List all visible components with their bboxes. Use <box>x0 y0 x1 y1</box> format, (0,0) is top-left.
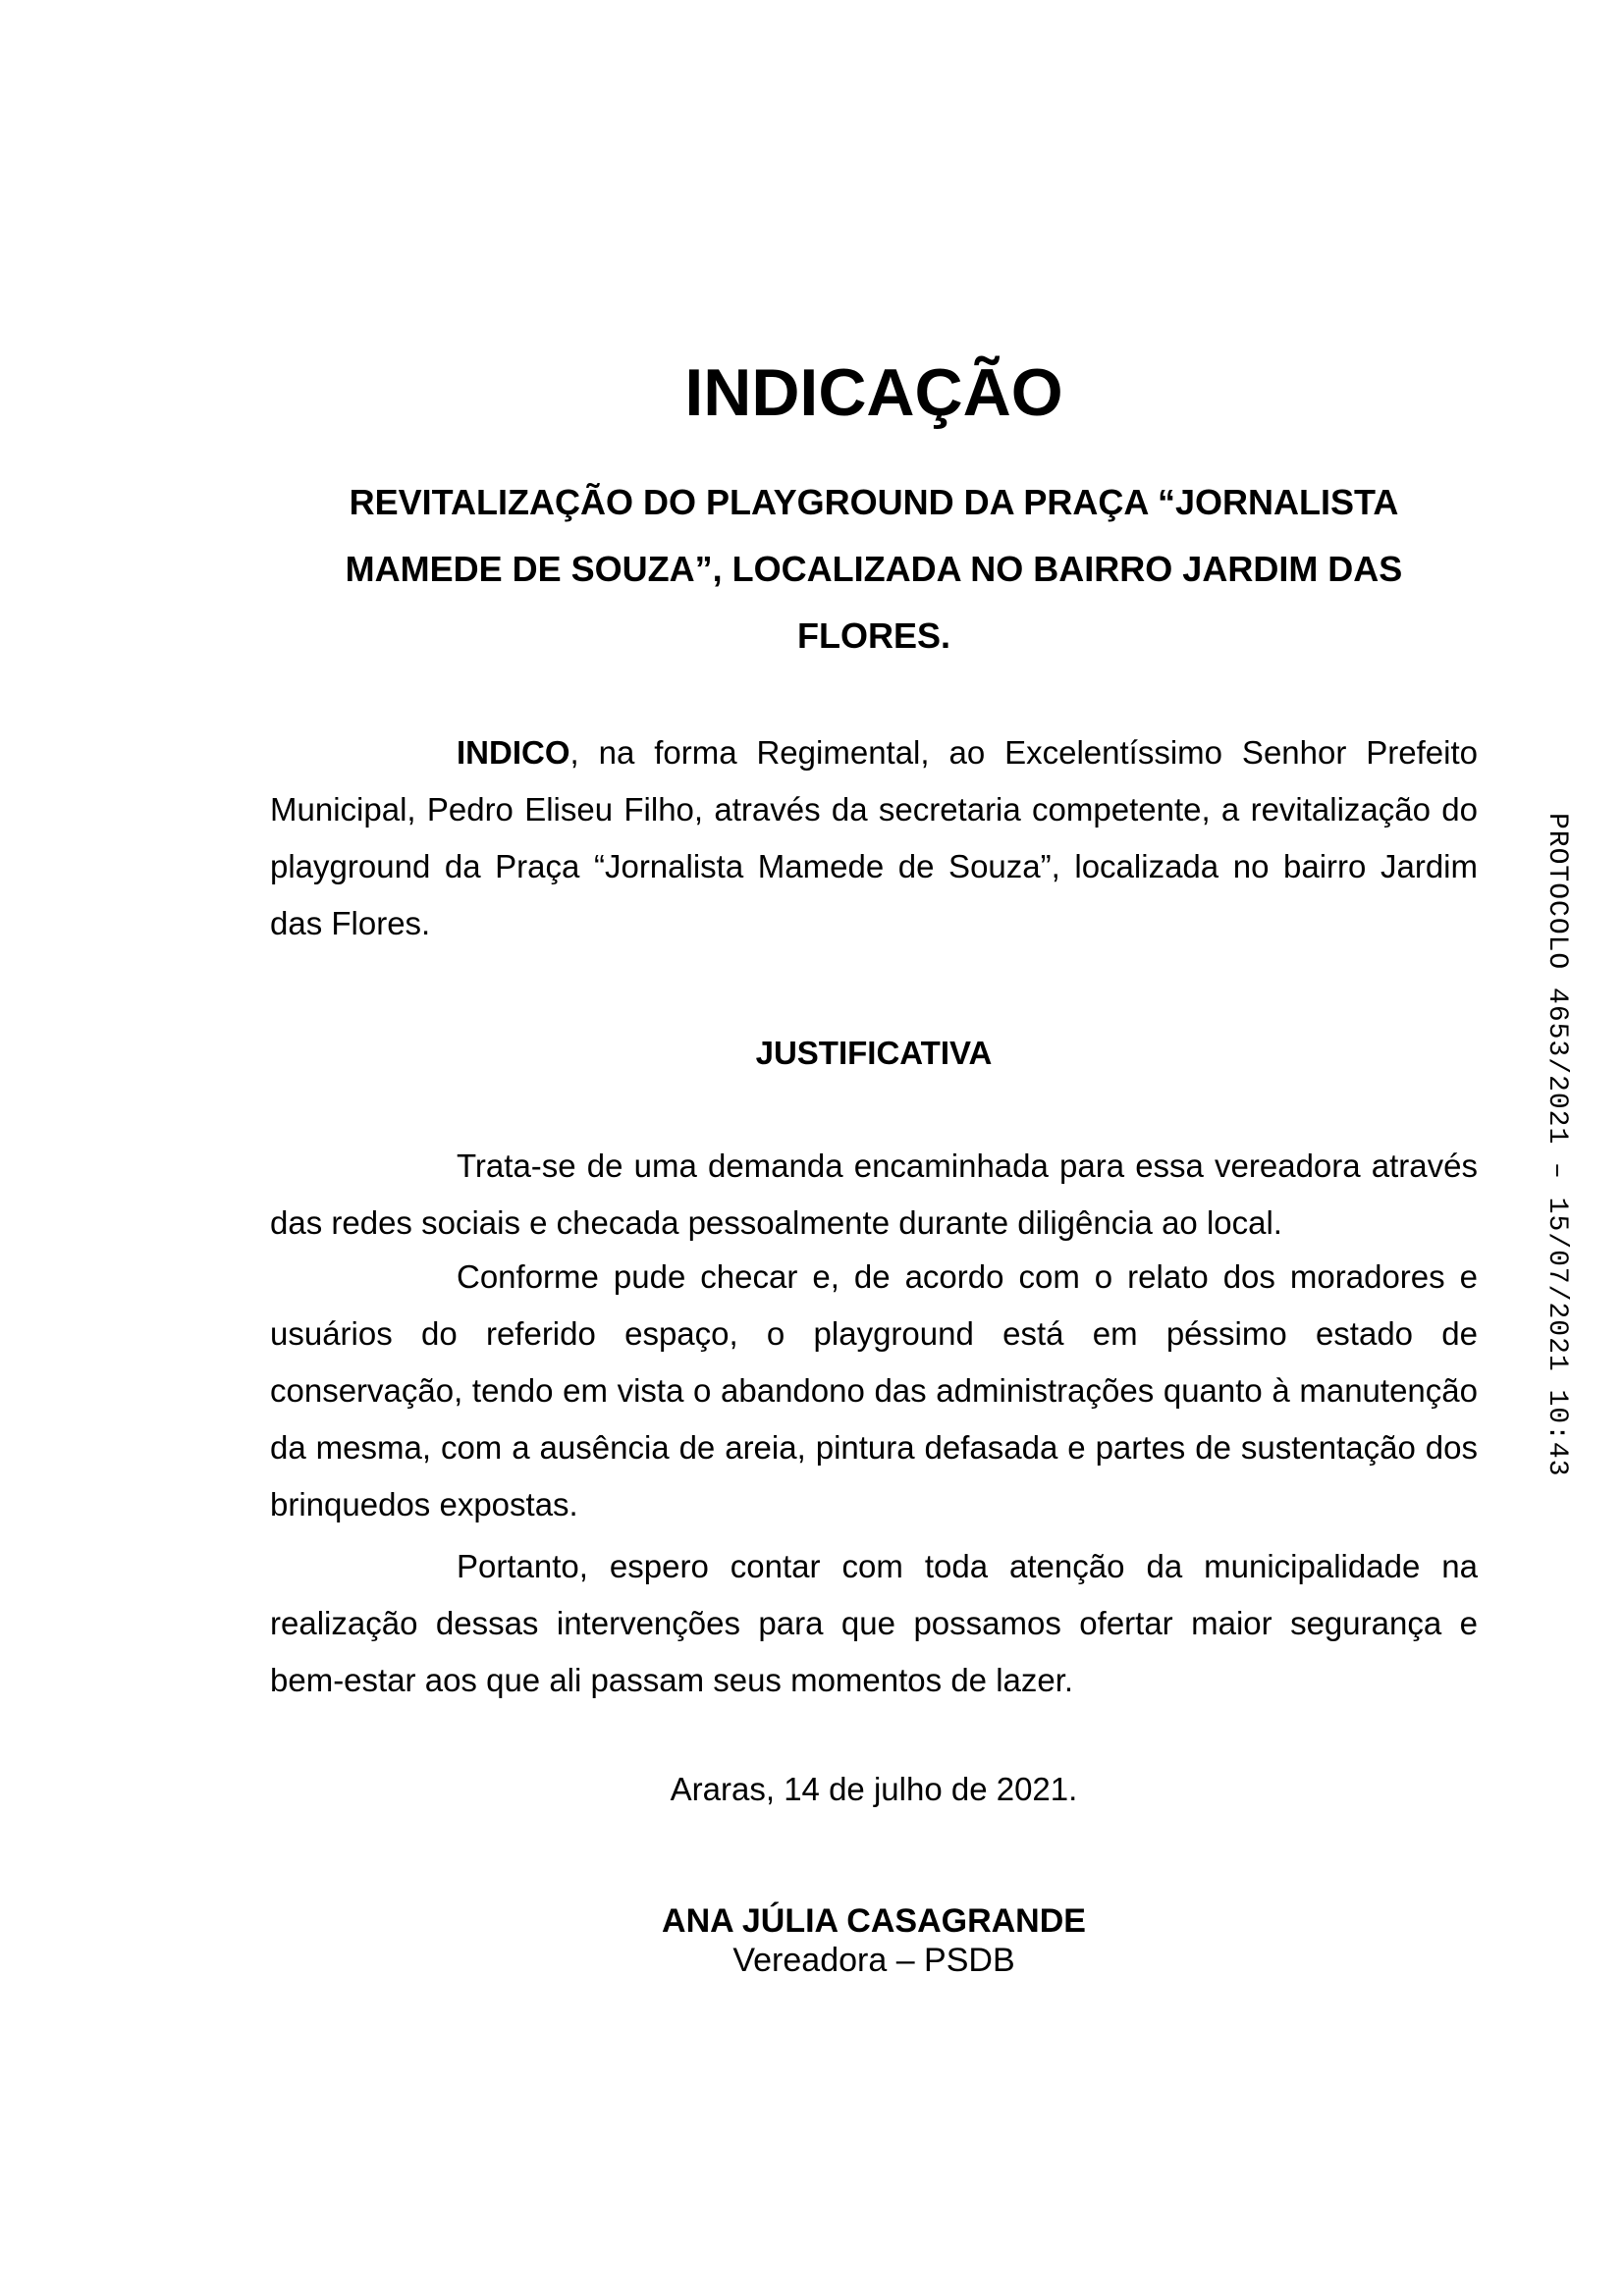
signature-role: Vereadora – PSDB <box>732 1942 1015 1979</box>
paragraph-indico-lead: INDICO <box>457 734 570 771</box>
justificativa-heading: JUSTIFICATIVA <box>755 1035 993 1071</box>
paragraph-indico <box>270 724 1478 952</box>
signature-name: ANA JÚLIA CASAGRANDE <box>662 1902 1086 1940</box>
paragraph-trata-se: Trata-se de uma demanda encaminhada para essa vereadora através das redes sociais e checada pessoalmente durante diligência ao local. <box>270 1148 1478 1241</box>
paragraph-conforme: Conforme pude checar e, de acordo com o relato dos moradores e usuários do referido espaço, o playground está em péssimo estado de conservação, tendo em vista o abandono das administrações quanto à manutenção da mesma, com a ausência de areia, pintura defasada e partes de sustentação dos brinquedos expostas. <box>270 1258 1478 1522</box>
document-subtitle: REVITALIZAÇÃO DO PLAYGROUND DA PRAÇA “JORNALISTA MAMEDE DE SOUZA”, LOCALIZADA NO BAIRRO JARDIM DAS FLORES. <box>345 482 1403 656</box>
paragraph-portanto: Portanto, espero contar com toda atenção da municipalidade na realização dessas intervenções para que possamos ofertar maior segurança e bem-estar aos que ali passam seus momentos de lazer. <box>270 1548 1478 1698</box>
date-line: Araras, 14 de julho de 2021. <box>670 1771 1078 1807</box>
paragraph-indico-rest: , na forma Regimental, ao Excelentíssimo Senhor Prefeito Municipal, Pedro Eliseu Filho, através da secretaria competente, a revitalização do playground da Praça “Jornalista Mamede de Souza”, localizada no bairro Jardim das Flores. <box>270 734 1478 941</box>
protocol-stamp: PROTOCOLO 4653/2021 – 15/07/2021 10:43 <box>1542 813 1572 1477</box>
signature-block <box>270 1901 1478 1980</box>
document-title: INDICAÇÃO <box>684 355 1063 430</box>
